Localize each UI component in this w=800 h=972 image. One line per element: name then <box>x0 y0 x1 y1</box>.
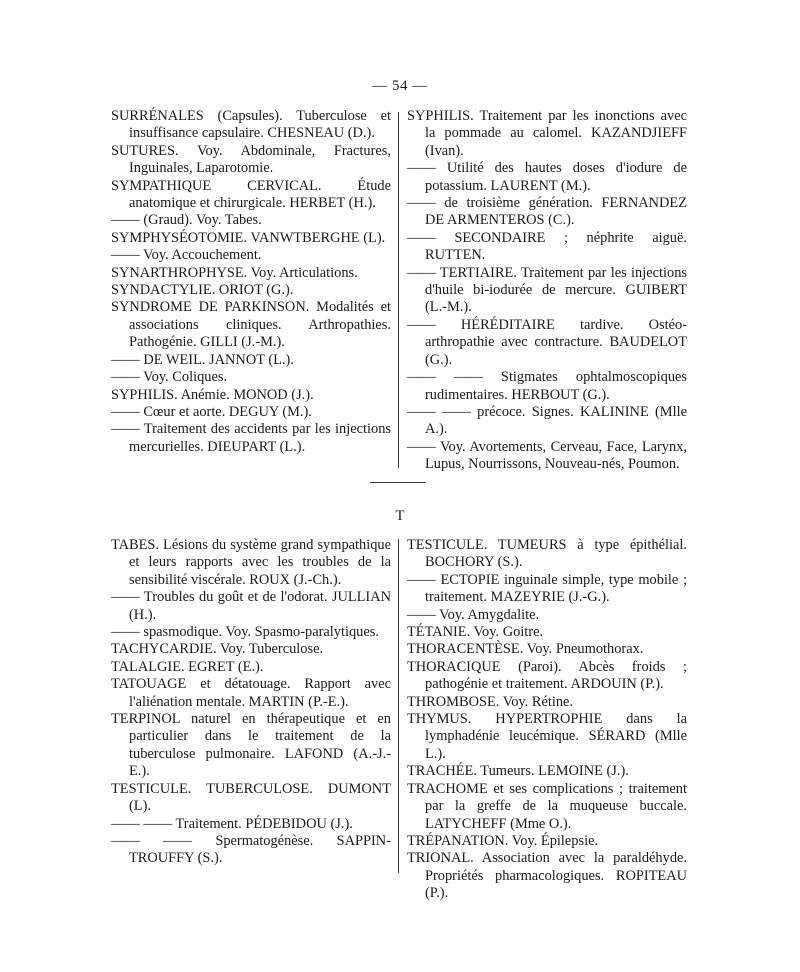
index-entry: —— Voy. Coliques. <box>111 369 228 386</box>
index-entry: SURRÉNALES (Capsules). Tuberculose et insuffisance capsulaire. CHESNEAU (D.). <box>111 108 391 142</box>
index-entry: —— Cœur et aorte. DEGUY (M.). <box>111 403 312 420</box>
index-entry: THORACENTÈSE. Voy. Pneumothorax. <box>407 641 644 658</box>
index-entry: SYNARTHROPHYSE. Voy. Articulations. <box>111 264 358 281</box>
index-entry: THYMUS. HYPERTROPHIE dans la lymphadénie leucémique. SÉRARD (Mlle L.). <box>407 711 687 762</box>
top-left-column <box>111 108 391 456</box>
index-entry: —— —— Traitement. PÉDEBIDOU (J.). <box>111 815 353 832</box>
index-entry: —— DE WEIL. JANNOT (L.). <box>111 351 294 368</box>
index-entry: —— TERTIAIRE. Traitement par les injections d'huile bi-iodurée de mercure. GUIBERT (L.-M.). <box>407 264 687 316</box>
index-entry: TALALGIE. EGRET (E.). <box>111 658 264 675</box>
index-entry: —— Voy. Amygdalite. <box>407 606 540 623</box>
index-entry: TRÉPANATION. Voy. Épilepsie. <box>407 832 599 849</box>
index-entry: TATOUAGE et détatouage. Rapport avec l'aliénation mentale. MARTIN (P.-E.). <box>111 676 391 710</box>
index-entry: TÉTANIE. Voy. Goitre. <box>407 624 544 641</box>
index-entry: TRACHOME et ses complications ; traitement par la greffe de la muqueuse buccale. LATYCHEFF (Mme O.). <box>407 780 687 832</box>
index-entry: THROMBOSE. Voy. Rétine. <box>407 693 574 710</box>
column-divider <box>398 539 399 873</box>
index-entry: —— spasmodique. Voy. Spasmo-paralytiques. <box>111 624 379 641</box>
index-entry: —— de troisième génération. FERNANDEZ DE ARMENTEROS (C.). <box>407 195 687 229</box>
index-entry: THORACIQUE (Paroi). Abcès froids ; pathogénie et traitement. ARDOUIN (P.). <box>407 658 687 693</box>
index-entry: —— Utilité des hautes doses d'iodure de potassium. LAURENT (M.). <box>407 160 687 194</box>
index-entry: —— HÉRÉDITAIRE tardive. Ostéo-arthropathie avec contracture. BAUDELOT (G.). <box>407 316 687 368</box>
index-entry: —— SECONDAIRE ; néphrite aiguë. RUTTEN. <box>407 229 687 264</box>
index-entry: TESTICULE. TUBERCULOSE. DUMONT (L). <box>111 780 391 815</box>
index-entry: —— —— Stigmates ophtalmoscopiques rudimentaires. HERBOUT (G.). <box>407 369 687 403</box>
index-entry: SYPHILIS. Traitement par les inonctions avec la pommade au calomel. KAZANDJIEFF (Ivan). <box>407 108 687 159</box>
bottom-left-column <box>111 537 391 868</box>
section-divider <box>370 482 426 483</box>
index-entry: TRACHÉE. Tumeurs. LEMOINE (J.). <box>407 763 629 780</box>
top-right-column <box>407 108 687 474</box>
index-entry: SYNDACTYLIE. ORIOT (G.). <box>111 282 294 299</box>
index-entry: —— Voy. Accouchement. <box>111 247 262 264</box>
index-entry: SUTURES. Voy. Abdominale, Fractures, Inguinales, Laparotomie. <box>111 142 391 177</box>
index-entry: —— Troubles du goût et de l'odorat. JULLIAN (H.). <box>111 589 391 623</box>
index-entry: TABES. Lésions du système grand sympathique et leurs rapports avec les troubles de la sensibilité viscérale. ROUX (J.-Ch.). <box>111 537 391 588</box>
index-entry: TRIONAL. Association avec la paraldéhyde. Propriétés pharmacologiques. ROPITEAU (P.). <box>407 850 687 902</box>
index-entry: SYMPHYSÉOTOMIE. VANWTBERGHE (L). <box>111 229 386 246</box>
index-entry: —— Traitement des accidents par les injections mercurielles. DIEUPART (L.). <box>111 421 391 455</box>
index-entry: TERPINOL naturel en thérapeutique et en particulier dans le traitement de la tuberculose pulmonaire. LAFOND (A.-J.-E.). <box>111 711 391 780</box>
index-entry: —— —— Spermatogénèse. SAPPIN-TROUFFY (S.). <box>111 832 391 867</box>
column-divider <box>398 112 399 468</box>
section-letter: T <box>395 508 405 524</box>
page-number: — 54 — <box>372 78 428 94</box>
index-entry: SYNDROME DE PARKINSON. Modalités et associations cliniques. Arthropathies. Pathogénie. GILLI (J.-M.). <box>111 299 391 351</box>
index-entry: —— —— précoce. Signes. KALININE (Mlle A.). <box>407 403 687 438</box>
index-entry: —— ECTOPIE inguinale simple, type mobile ; traitement. MAZEYRIE (J.-G.). <box>407 571 687 606</box>
index-entry: —— (Graud). Voy. Tabes. <box>111 212 262 229</box>
bottom-right-column <box>407 537 687 903</box>
index-entry: SYPHILIS. Anémie. MONOD (J.). <box>111 386 314 403</box>
index-entry: TACHYCARDIE. Voy. Tuberculose. <box>111 641 324 658</box>
index-entry: TESTICULE. TUMEURS à type épithélial. BOCHORY (S.). <box>407 537 687 571</box>
index-entry: —— Voy. Avortements, Cerveau, Face, Larynx, Lupus, Nourrissons, Nouveau-nés, Poumon. <box>407 438 687 473</box>
index-entry: SYMPATHIQUE CERVICAL. Étude anatomique et chirurgicale. HERBET (H.). <box>111 177 391 212</box>
